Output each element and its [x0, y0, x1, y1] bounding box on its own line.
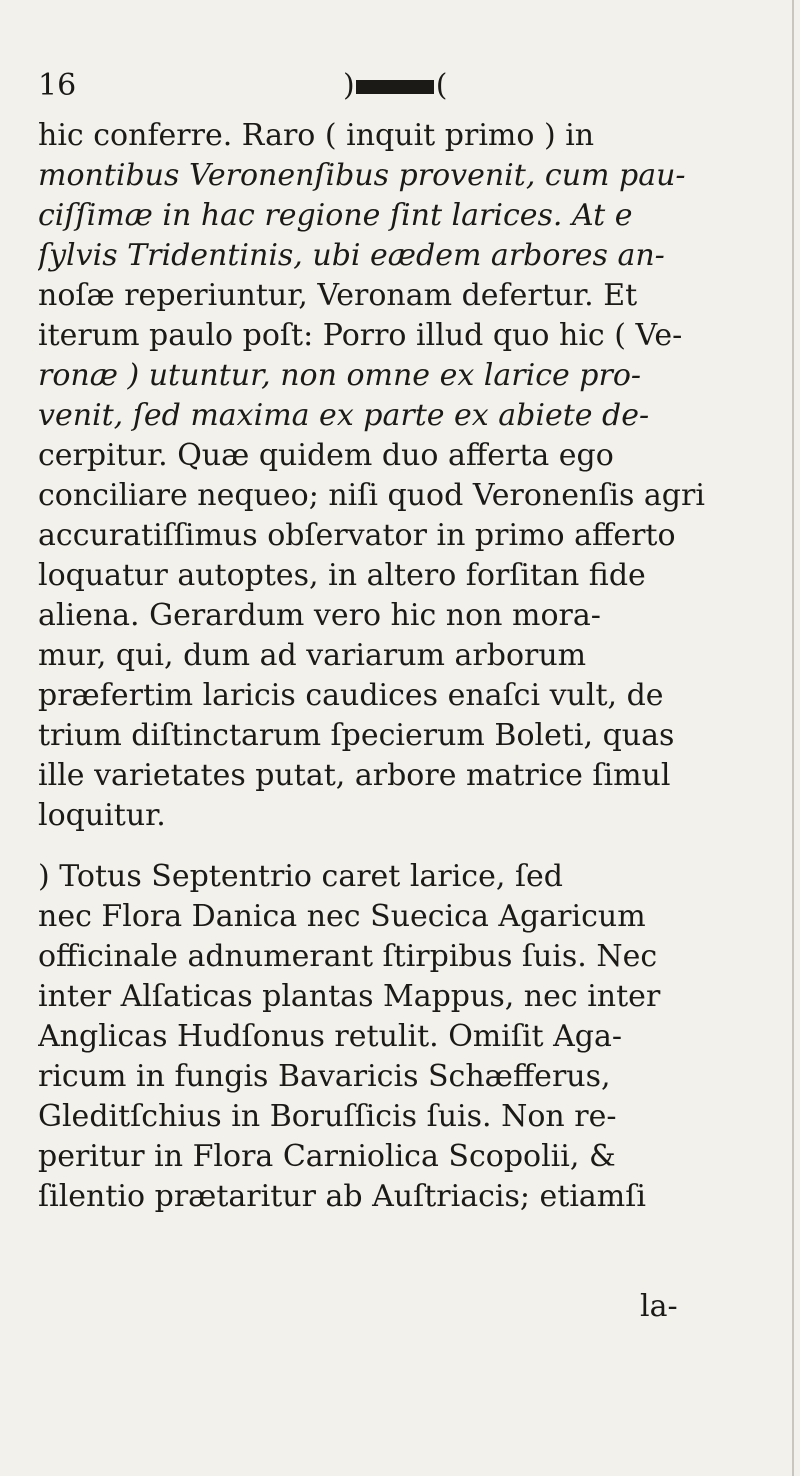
- text-line: officinale adnumerant ſtirpibus ſuis. Nec: [38, 939, 658, 974]
- text-line: montibus Veronenſibus provenit, cum pau-: [38, 158, 686, 193]
- ornament-right-bracket: (: [435, 68, 447, 103]
- text-line: hic conferre. Raro ( inquit primo ) in: [38, 118, 595, 153]
- text-line: cerpitur. Quæ quidem duo afferta ego: [38, 438, 614, 473]
- paragraph-2: [38, 857, 758, 1217]
- text-line: mur, qui, dum ad variarum arborum: [38, 638, 587, 673]
- text-line: ) Totus Septentrio caret larice, ſed: [38, 859, 563, 894]
- text-line: trium diſtinctarum ſpecierum Boleti, quas: [38, 718, 675, 753]
- text-line: Gleditſchius in Boruſſicis ſuis. Non re-: [38, 1099, 617, 1134]
- text-line: ciſſimæ in hac regione ſint larices. At e: [38, 198, 633, 233]
- catchword: la-: [640, 1289, 678, 1324]
- text-line: conciliare nequeo; niſi quod Veronenſis agri: [38, 478, 705, 513]
- text-line: loquitur.: [38, 798, 166, 833]
- text-line: nec Flora Danica nec Suecica Agaricum: [38, 899, 646, 934]
- text-line: accuratiſſimus obſervator in primo afferto: [38, 518, 676, 553]
- page-edge-shadow: [792, 0, 794, 1476]
- text-line: ricum in fungis Bavaricis Schæfferus,: [38, 1059, 611, 1094]
- text-line: præfertim laricis caudices enaſci vult, de: [38, 678, 664, 713]
- text-line: noſæ reperiuntur, Veronam defertur. Et: [38, 278, 638, 313]
- text-line: ſilentio prætaritur ab Auſtriacis; etiamſi: [38, 1179, 646, 1214]
- ornament-bar: [356, 80, 434, 94]
- paragraph-1: [38, 116, 758, 836]
- text-line: ille varietates putat, arbore matrice ſimul: [38, 758, 671, 793]
- page-number: 16: [38, 68, 77, 103]
- text-line: Anglicas Hudſonus retulit. Omiſit Aga-: [38, 1019, 623, 1054]
- text-line: venit, ſed maxima ex parte ex abiete de-: [38, 398, 650, 433]
- text-line: inter Alſaticas plantas Mappus, nec inter: [38, 979, 661, 1014]
- header-ornament: [343, 68, 446, 104]
- text-line: iterum paulo poſt: Porro illud quo hic ( Ve-: [38, 318, 683, 353]
- text-line: ſylvis Tridentinis, ubi eædem arbores an-: [38, 238, 665, 273]
- text-line: loquatur autoptes, in altero forſitan fide: [38, 558, 646, 593]
- text-line: ronæ ) utuntur, non omne ex larice pro-: [38, 358, 642, 393]
- ornament-left-bracket: ): [343, 68, 354, 103]
- page-header: [38, 66, 758, 106]
- text-line: aliena. Gerardum vero hic non mora-: [38, 598, 601, 633]
- text-line: peritur in Flora Carniolica Scopolii, &: [38, 1139, 616, 1174]
